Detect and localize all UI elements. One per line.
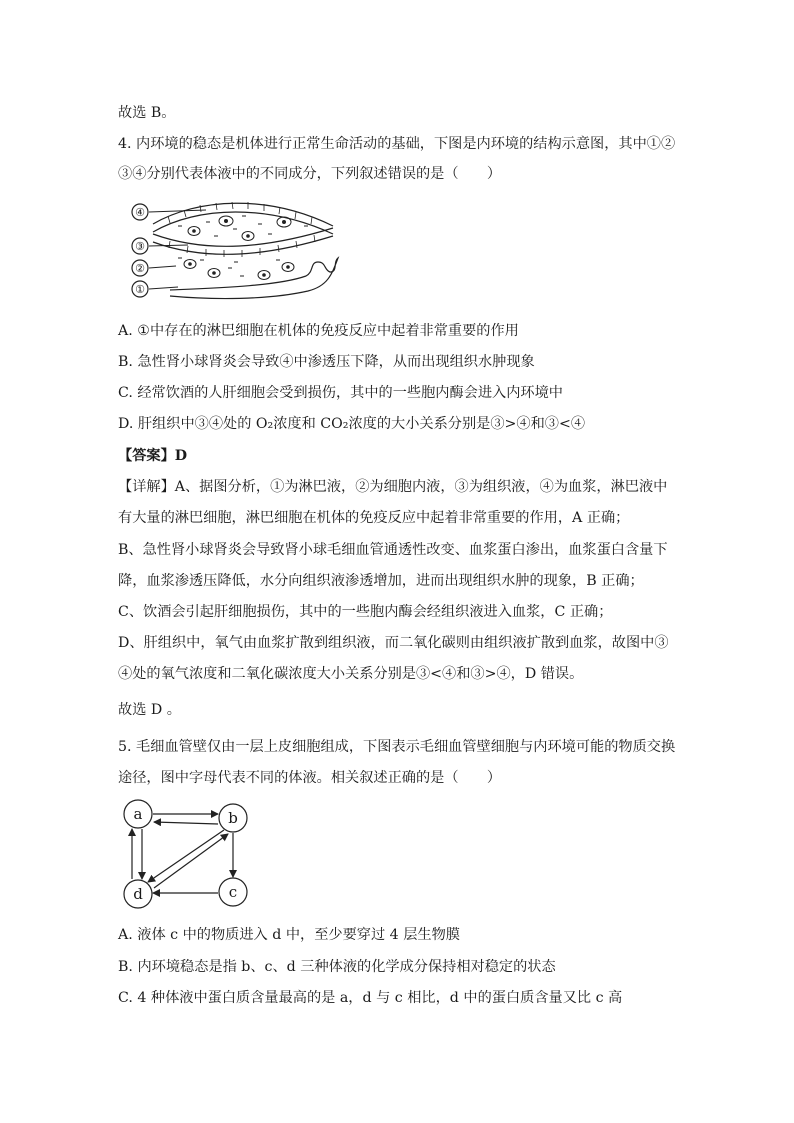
inner-environment-diagram	[118, 196, 348, 308]
question-5-stem-line-2: 途径，图中字母代表不同的体液。相关叙述正确的是（ ）	[118, 770, 502, 786]
question-4-explanation-2: 有大量的淋巴细胞，淋巴细胞在机体的免疫反应中起着非常重要的作用，A 正确；	[118, 510, 630, 526]
label-3	[132, 238, 148, 254]
question-4-option-c: C. 经常饮酒的人肝细胞会受到损伤，其中的一些胞内酶会进入内环境中	[118, 385, 563, 401]
prev-answer-conclusion: 故选 B。	[118, 105, 176, 121]
label-1	[132, 281, 148, 297]
node-c	[219, 878, 247, 906]
question-4-explanation-4: 降，血浆渗透压降低，水分向组织液渗透增加，进而出现组织水肿的现象，B 正确；	[118, 573, 644, 589]
arrow-d-to-b	[154, 834, 228, 888]
question-4-stem-line-1: 4. 内环境的稳态是机体进行正常生命活动的基础，下图是内环境的结构示意图，其中①②	[118, 136, 676, 152]
node-a-label: a	[133, 805, 143, 823]
question-5-option-a: A. 液体 c 中的物质进入 d 中，至少要穿过 4 层生物膜	[118, 927, 460, 943]
question-4-option-b: B. 急性肾小球肾炎会导致④中渗透压下降，从而出现组织水肿现象	[118, 354, 535, 370]
question-4-conclusion: 故选 D 。	[118, 702, 181, 718]
label-3-text: ③	[135, 240, 145, 253]
question-4-explanation-3: B、急性肾小球肾炎会导致肾小球毛细血管通透性改变、血浆蛋白渗出，血浆蛋白含量下	[118, 542, 668, 558]
node-b-label: b	[228, 809, 238, 827]
question-4-option-d: D. 肝组织中③④处的 O₂浓度和 CO₂浓度的大小关系分别是③>④和③<④	[118, 416, 586, 432]
question-4-explanation-7: ④处的氧气浓度和二氧化碳浓度大小关系分别是③<④和③>④，D 错误。	[118, 666, 584, 682]
question-4-explanation-5: C、饮酒会引起肝细胞损伤，其中的一些胞内酶会经组织液进入血浆，C 正确；	[118, 604, 613, 620]
capillary-wall	[153, 203, 333, 226]
question-4-explanation-6: D、肝组织中，氧气由血浆扩散到组织液，而二氧化碳则由组织液扩散到血浆，故图中③	[118, 635, 669, 651]
node-d	[124, 880, 152, 908]
body-fluid-exchange-diagram	[118, 796, 258, 914]
question-5-option-c: C. 4 种体液中蛋白质含量最高的是 a，d 与 c 相比，d 中的蛋白质含量又比 c 高	[118, 990, 623, 1006]
question-5-option-b: B. 内环境稳态是指 b、c、d 三种体液的化学成分保持相对稳定的状态	[118, 959, 556, 975]
label-2-text: ②	[135, 262, 145, 275]
lymph-vessel	[170, 258, 338, 299]
question-4-stem-line-2: ③④分别代表体液中的不同成分，下列叙述错误的是（ ）	[118, 166, 502, 182]
question-4-option-a: A. ①中存在的淋巴细胞在机体的免疫反应中起着非常重要的作用	[118, 323, 519, 339]
arrow-b-to-d	[148, 830, 224, 882]
node-d-label: d	[133, 885, 143, 903]
question-4-explanation-1: 【详解】A、据图分析，①为淋巴液，②为细胞内液，③为组织液，④为血浆，淋巴液中	[118, 479, 668, 495]
node-b	[219, 804, 247, 832]
node-c-label: c	[228, 883, 238, 901]
label-4-text: ④	[135, 206, 145, 219]
arrow-b-to-a	[154, 822, 218, 824]
label-4	[132, 204, 148, 220]
question-4-answer: 【答案】D	[118, 448, 188, 464]
question-5-stem-line-1: 5. 毛细血管壁仅由一层上皮细胞组成，下图表示毛细血管壁细胞与内环境可能的物质交换	[118, 739, 676, 755]
label-1-text: ①	[135, 283, 145, 296]
node-a	[124, 800, 152, 828]
label-2	[132, 260, 148, 276]
